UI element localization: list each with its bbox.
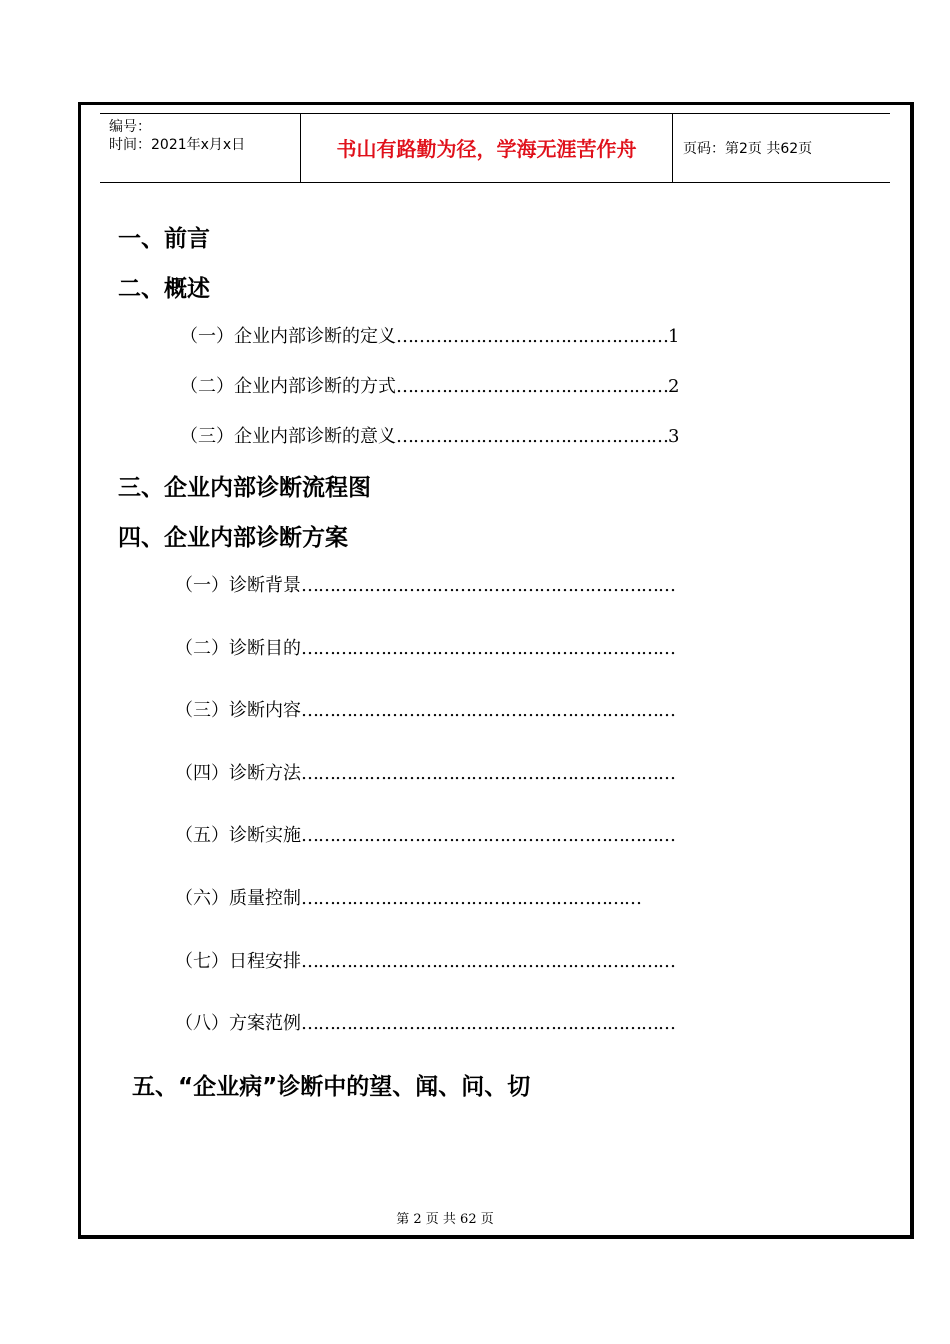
toc-item [175, 574, 675, 598]
toc-item-leader: ………………………………………… [396, 376, 668, 397]
header-motto: 书山有路勤为径，学海无涯苦作舟 [336, 137, 637, 161]
toc-item-leader: ………………………………………………………… [301, 951, 675, 972]
toc-item-label: （二）诊断目的 [175, 638, 301, 659]
toc-heading-flowchart: 三、企业内部诊断流程图 [118, 475, 371, 501]
page-footer: 第 2 页 共 62 页 [396, 1212, 494, 1227]
page-border [78, 102, 914, 1239]
toc-item-page: 2 [668, 376, 680, 397]
toc-item-leader: ………………………………………………………… [301, 638, 675, 659]
toc-item-label: （五）诊断实施 [175, 825, 301, 846]
doc-time-label: 时间：2021年x月x日 [109, 137, 246, 153]
toc-item-page: 1 [668, 326, 680, 347]
header-divider-right [672, 114, 673, 182]
toc-item [180, 425, 679, 449]
toc-item-leader: ………………………………………………………… [301, 700, 675, 721]
header-page-number: 页码：第2页 共62页 [683, 141, 813, 157]
toc-item-label: （一）诊断背景 [175, 575, 301, 596]
toc-item-leader: ………………………………………………………… [301, 1013, 675, 1034]
toc-item-label: （二）企业内部诊断的方式 [180, 376, 396, 397]
toc-item [175, 824, 675, 848]
toc-item-label: （六）质量控制 [175, 888, 301, 909]
toc-item [175, 950, 675, 974]
toc-item [180, 325, 679, 349]
toc-heading-plan: 四、企业内部诊断方案 [118, 525, 348, 551]
toc-item-label: （四）诊断方法 [175, 763, 301, 784]
toc-item-label: （三）诊断内容 [175, 700, 301, 721]
toc-item-label: （七）日程安排 [175, 951, 301, 972]
toc-item [175, 887, 641, 911]
toc-item [180, 375, 679, 399]
toc-item-label: （八）方案范例 [175, 1013, 301, 1034]
toc-item [175, 637, 675, 661]
toc-item-leader: ………………………………………………………… [301, 763, 675, 784]
toc-heading-preface: 一、前言 [118, 226, 210, 252]
toc-item [175, 762, 675, 786]
toc-heading-diagnosis: 五、“企业病”诊断中的望、闻、问、切 [132, 1074, 531, 1100]
toc-item-leader: ………………………………………………………… [301, 575, 675, 596]
toc-item [175, 1012, 675, 1036]
toc-item [175, 699, 675, 723]
toc-item-leader: …………………………………………………… [301, 888, 641, 909]
toc-item-leader: ………………………………………… [396, 426, 668, 447]
toc-item-leader: ………………………………………… [396, 326, 668, 347]
toc-item-label: （一）企业内部诊断的定义 [180, 326, 396, 347]
doc-code-label: 编号： [109, 119, 151, 135]
toc-heading-overview: 二、概述 [118, 276, 210, 302]
toc-item-leader: ………………………………………………………… [301, 825, 675, 846]
toc-item-page: 3 [668, 426, 680, 447]
toc-item-label: （三）企业内部诊断的意义 [180, 426, 396, 447]
document-header [100, 113, 890, 183]
